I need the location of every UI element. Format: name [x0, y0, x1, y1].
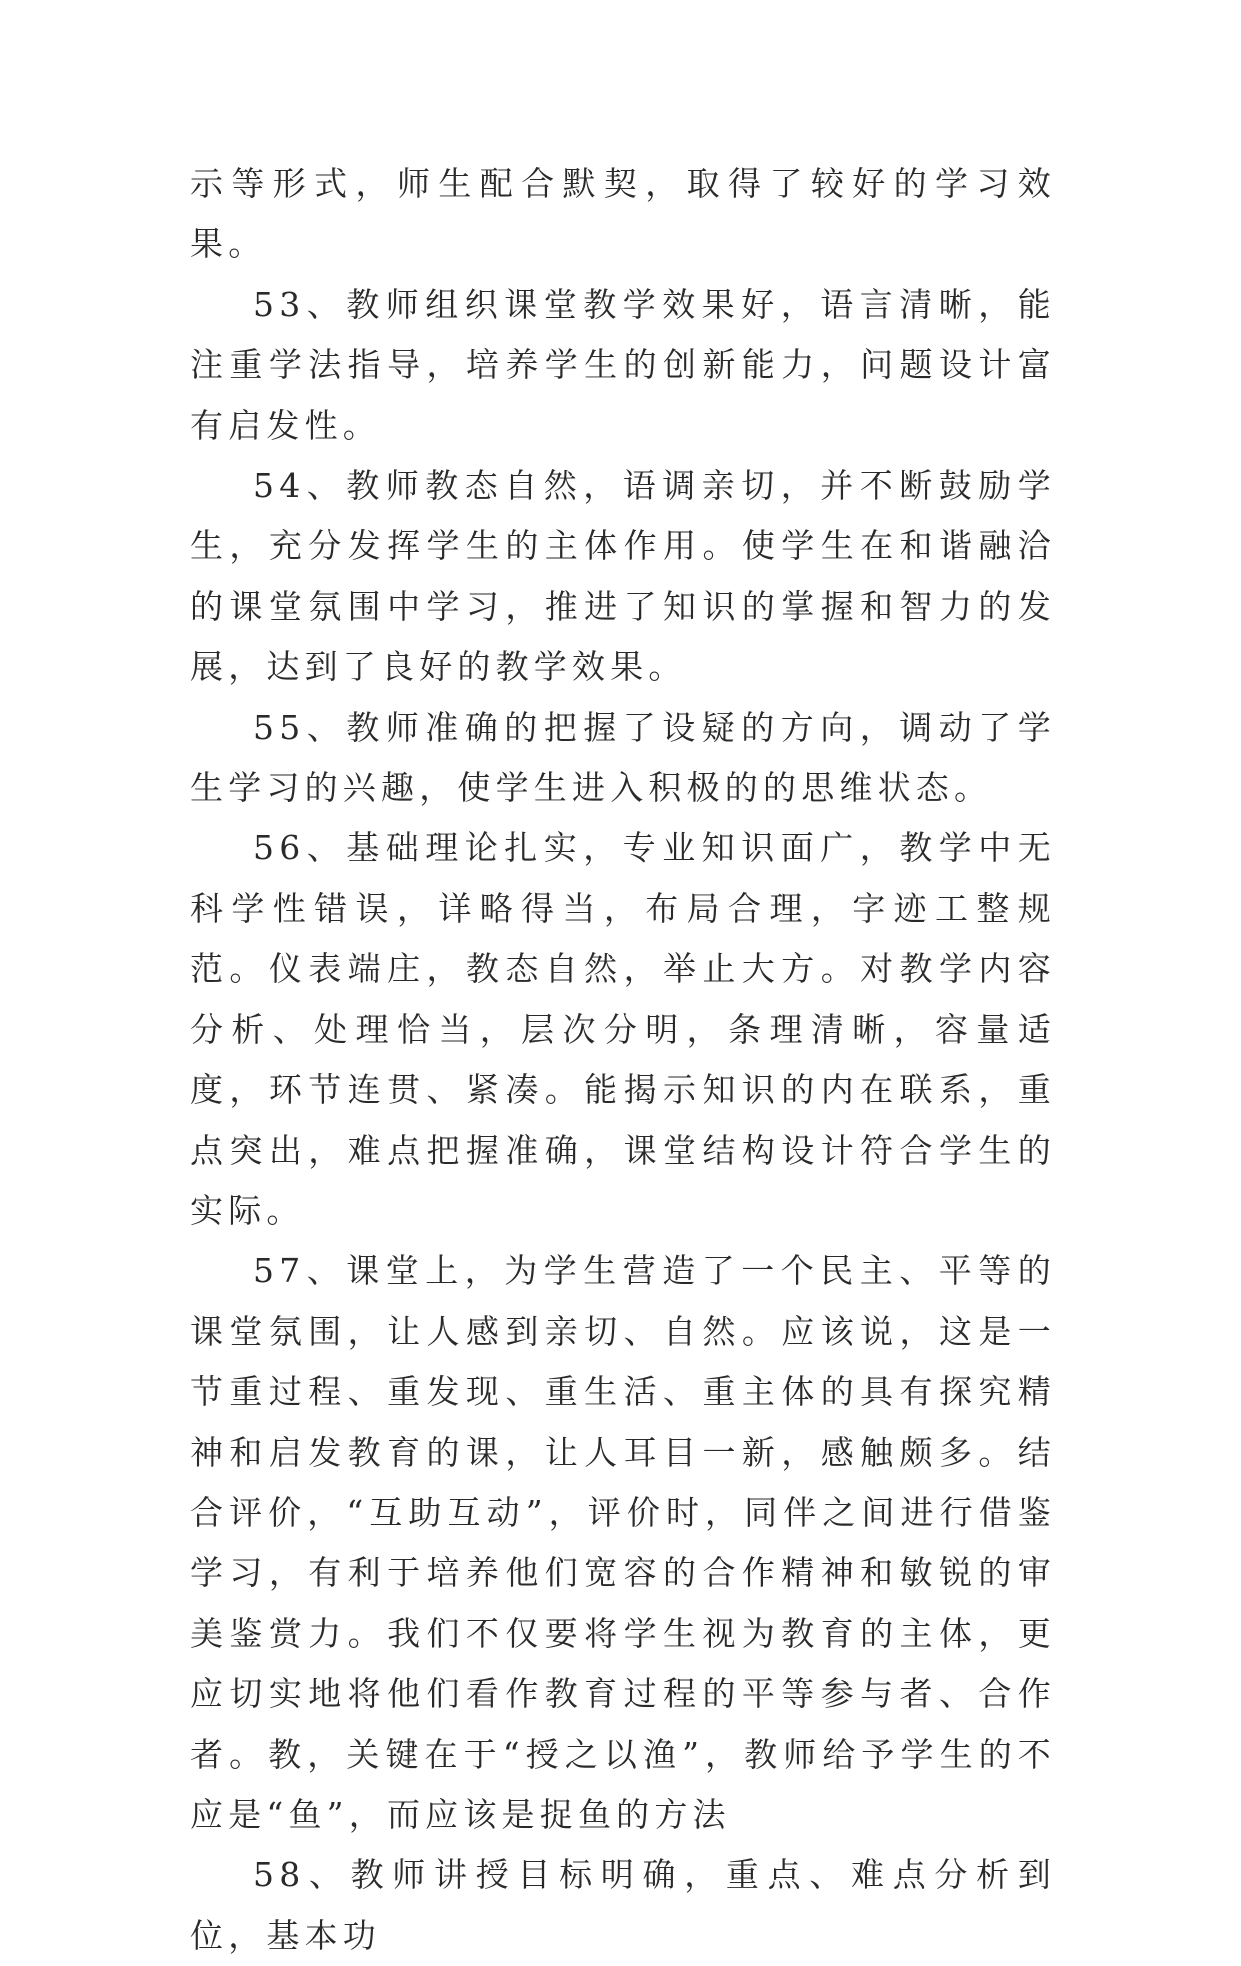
paragraph-item-57: 57、课堂上，为学生营造了一个民主、平等的课堂氛围，让人感到亲切、自然。应该说，这是一节重过程、重发现、重生活、重主体的具有探究精神和启发教育的课，让人耳目一新，感触颇多。结合评价，“互助互动”，评价时，同伴之间进行借鉴学习，有利于培养他们宽容的合作精神和敏锐的审美鉴赏力。我们不仅要将学生视为教育的主体，更应切实地将他们看作教育过程的平等参与者、合作者。教，关键在于“授之以渔”，教师给予学生的不应是“鱼”，而应该是捉鱼的方法: [190, 1251, 1056, 1834]
paragraph-item-58: 58、教师讲授目标明确，重点、难点分析到位，基本功: [190, 1855, 1056, 1955]
paragraph-item-54: 54、教师教态自然，语调亲切，并不断鼓励学生，充分发挥学生的主体作用。使学生在和谐融洽的课堂氛围中学习，推进了知识的掌握和智力的发展，达到了良好的教学效果。: [190, 466, 1056, 687]
paragraph-item-56: 56、基础理论扎实，专业知识面广，教学中无科学性错误，详略得当，布局合理，字迹工整规范。仪表端庄，教态自然，举止大方。对教学内容分析、处理恰当，层次分明，条理清晰，容量适度，环节连贯、紧凑。能揭示知识的内在联系，重点突出，难点把握准确，课堂结构设计符合学生的实际。: [190, 828, 1056, 1230]
paragraph-continuation: 示等形式，师生配合默契，取得了较好的学习效果。: [190, 164, 1056, 264]
paragraph-item-53: 53、教师组织课堂教学效果好，语言清晰，能注重学法指导，培养学生的创新能力，问题设计富有启发性。: [190, 284, 1056, 445]
document-body: [190, 154, 1056, 1966]
paragraph-item-55: 55、教师准确的把握了设疑的方向，调动了学生学习的兴趣，使学生进入积极的的思维状态。: [190, 707, 1056, 808]
